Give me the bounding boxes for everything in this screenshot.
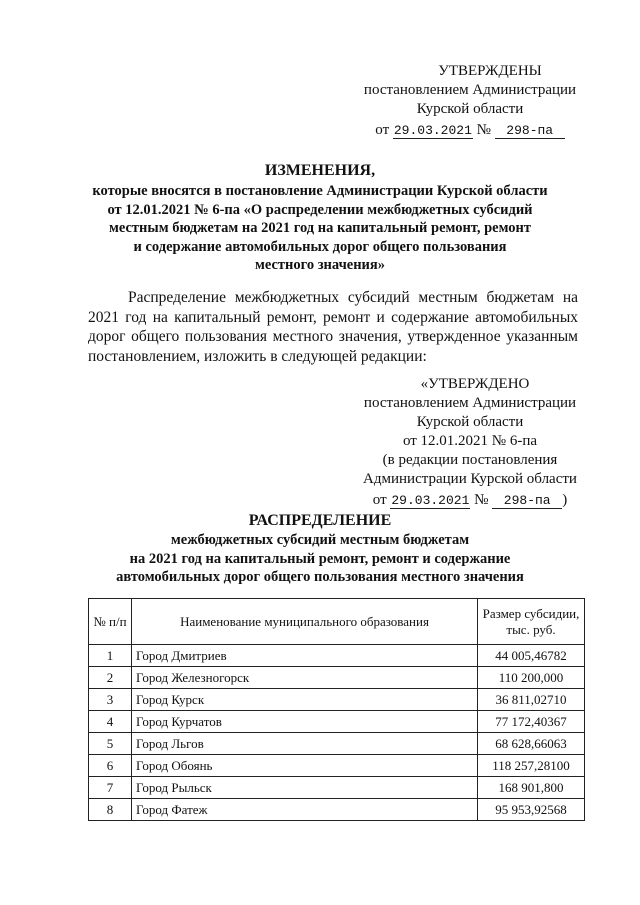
- row-name: Город Курчатов: [132, 711, 478, 733]
- row-amount: 110 200,000: [478, 667, 585, 689]
- distribution-line1: межбюджетных субсидий местным бюджетам: [170, 532, 470, 548]
- row-amount: 95 953,92568: [478, 799, 585, 821]
- row-name: Город Железногорск: [132, 667, 478, 689]
- row-num: 1: [89, 645, 132, 667]
- header-name: Наименование муниципального образования: [132, 599, 478, 645]
- changes-line3: местным бюджетам на 2021 год на капитальный ремонт, ремонт: [109, 220, 531, 236]
- row-amount: 68 628,66063: [478, 733, 585, 755]
- header-num: № п/п: [89, 599, 132, 645]
- approval2-date-line: [340, 491, 600, 510]
- approval2-no-sign: №: [474, 492, 489, 508]
- row-num: 6: [89, 755, 132, 777]
- approval-from: от: [375, 122, 390, 138]
- row-num: 2: [89, 667, 132, 689]
- table-row: [89, 711, 585, 733]
- row-name: Город Фатеж: [132, 799, 478, 821]
- approval2-line4: (в редакции постановления: [382, 452, 558, 468]
- table-row: [89, 755, 585, 777]
- row-num: 8: [89, 799, 132, 821]
- row-amount: 36 811,02710: [478, 689, 585, 711]
- changes-heading: [60, 161, 580, 275]
- row-amount: 44 005,46782: [478, 645, 585, 667]
- changes-line5: местного значения»: [254, 257, 386, 273]
- changes-line1: которые вносятся в постановление Администрации Курской области: [92, 183, 548, 199]
- approval-date-line: [340, 121, 600, 140]
- header-amount: Размер субсидии, тыс. руб.: [478, 599, 585, 645]
- table-row: [89, 733, 585, 755]
- body-paragraph: Распределение межбюджетных субсидий местным бюджетам на 2021 год на капитальный ремонт, ремонт и содержание автомобильных дорог общего пользования местного значения, утвержденное указанным постановлением, изложить в следующей редакции:: [88, 289, 578, 365]
- approval2-heading: «УТВЕРЖДЕНО: [420, 376, 530, 392]
- approval-number: 298-па: [495, 123, 565, 139]
- approval-line1: постановлением Администрации: [363, 82, 577, 98]
- approval2-number: 298-па: [492, 493, 562, 509]
- approval-date: 29.03.2021: [393, 123, 472, 138]
- distribution-table: [88, 598, 585, 821]
- table-header-row: [89, 599, 585, 645]
- approval2-block: [340, 375, 600, 510]
- changes-line2: от 12.01.2021 № 6-па «О распределении межбюджетных субсидий: [107, 201, 533, 218]
- approval-block: [340, 62, 600, 140]
- approval2-date: 29.03.2021: [391, 493, 470, 508]
- changes-title: ИЗМЕНЕНИЯ,: [264, 162, 376, 179]
- row-amount: 77 172,40367: [478, 711, 585, 733]
- approval-no-sign: №: [476, 122, 491, 138]
- distribution-line3: автомобильных дорог общего пользования местного значения: [116, 569, 524, 585]
- row-num: 3: [89, 689, 132, 711]
- row-num: 5: [89, 733, 132, 755]
- row-amount: 118 257,28100: [478, 755, 585, 777]
- row-name: Город Обоянь: [132, 755, 478, 777]
- distribution-title: РАСПРЕДЕЛЕНИЕ: [248, 512, 392, 529]
- approval-line2: Курской области: [416, 101, 524, 117]
- row-name: Город Дмитриев: [132, 645, 478, 667]
- approval-heading: УТВЕРЖДЕНЫ: [438, 63, 542, 79]
- row-amount: 168 901,800: [478, 777, 585, 799]
- table-row: [89, 645, 585, 667]
- row-name: Город Льгов: [132, 733, 478, 755]
- approval2-line1: постановлением Администрации: [363, 395, 577, 411]
- row-name: Город Курск: [132, 689, 478, 711]
- distribution-heading: [60, 511, 580, 587]
- table-row: [89, 667, 585, 689]
- changes-line4: и содержание автомобильных дорог общего пользования: [133, 238, 507, 255]
- row-num: 4: [89, 711, 132, 733]
- table-row: [89, 689, 585, 711]
- distribution-line2: на 2021 год на капитальный ремонт, ремонт и содержание: [129, 550, 511, 567]
- approval2-from: от: [372, 492, 387, 508]
- approval2-close: ): [562, 492, 568, 508]
- row-name: Город Рыльск: [132, 777, 478, 799]
- table-row: [89, 777, 585, 799]
- approval2-line2: Курской области: [416, 414, 524, 430]
- table-row: [89, 799, 585, 821]
- approval2-line3: от 12.01.2021 № 6-па: [402, 433, 538, 449]
- row-num: 7: [89, 777, 132, 799]
- approval2-line5: Администрации Курской области: [363, 471, 577, 487]
